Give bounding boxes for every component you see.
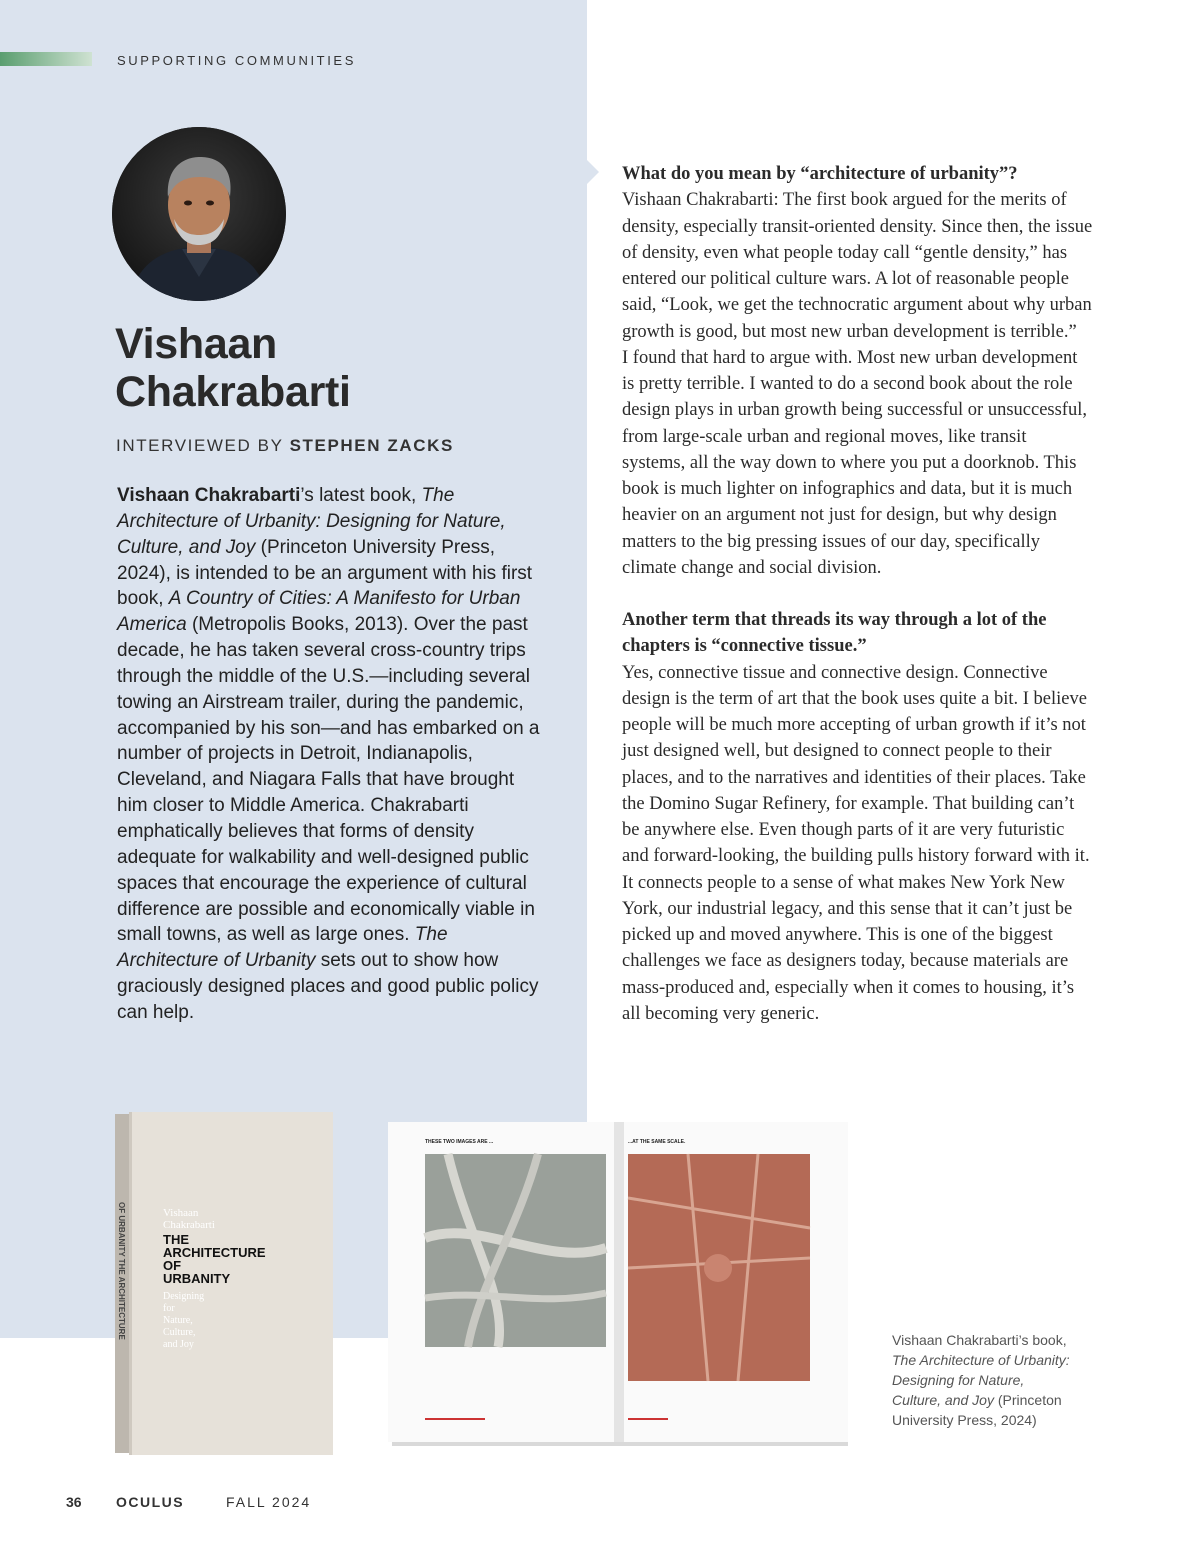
cover-subtitle-4: Culture, bbox=[163, 1327, 196, 1338]
caption-text-1: Vishaan Chakrabarti’s book, bbox=[892, 1332, 1067, 1348]
cover-title-4: URBANITY bbox=[163, 1271, 231, 1286]
cover-author-2: Chakrabarti bbox=[163, 1219, 215, 1231]
image-caption bbox=[892, 1330, 1072, 1430]
issue-date: FALL 2024 bbox=[226, 1494, 312, 1510]
byline-author: STEPHEN ZACKS bbox=[289, 436, 454, 455]
book-front bbox=[129, 1112, 333, 1455]
section-accent-bar bbox=[0, 52, 92, 66]
portrait-photo bbox=[112, 127, 286, 301]
intro-text-3: (Metropolis Books, 2013). Over the past decade, he has taken several cross-country trips through the middle of the U.S.—including several towing an Airstream trailer, during the pandemic, accompanied by his son—and has embarked on a number of projects in Detroit, Indianapolis, Cleveland, and Niagara Falls that have brought him closer to Middle America. Chakrabarti emphatically believes that forms of density adequate for walkability and well-designed public spaces that encourage the experience of cultural difference are possible and economically viable in small towns, as well as large ones. bbox=[117, 614, 540, 946]
question-1: What do you mean by “architecture of urbanity”? bbox=[622, 164, 1018, 184]
intro-first-book-title: A Country of Cities: A Manifesto for Urban America bbox=[117, 588, 521, 636]
intro-text-1: ’s latest book, bbox=[300, 485, 422, 506]
caption-book-title: The Architecture of Urbanity: Designing for Nature, Culture, and Joy bbox=[892, 1352, 1070, 1408]
answer-2: Yes, connective tissue and connective design. Connective design is the term of art that the book uses quite a bit. I believe people will be much more accepting of urban growth if it’s not just designed well, but designed to connect people to their places, and to the narratives and identities of their places. Take the Domino Sugar Refinery, for example. That building can’t be anywhere else. Even though parts of it are very futuristic and forward-looking, the building pulls history forward with it. It connects people to a sense of what makes New York New York, our industrial legacy, and this sense that it can’t just be picked up and moved anywhere. This is one of the biggest challenges we face as designers today, because materials are mass-produced and, especially when it comes to housing, it’s all becoming very generic. bbox=[622, 662, 1090, 1024]
book-cover-image bbox=[115, 1112, 333, 1455]
cover-subtitle-2: for bbox=[163, 1303, 175, 1314]
paragraph-gap bbox=[622, 581, 1094, 607]
question-2: Another term that threads its way through a lot of the chapters is “connective tissue.” bbox=[622, 610, 1047, 657]
left-page-heading: THESE TWO IMAGES ARE ... bbox=[425, 1139, 494, 1145]
intro-book-title-repeat: The Architecture of Urbanity bbox=[117, 924, 448, 972]
panel-notch bbox=[587, 160, 599, 184]
caption-text-2: (Princeton University Press, 2024) bbox=[892, 1392, 1062, 1428]
byline-prefix: INTERVIEWED BY bbox=[116, 436, 284, 455]
spine-title: OF URBANITY THE ARCHITECTURE bbox=[117, 1202, 126, 1340]
cover-title-2: ARCHITECTURE bbox=[163, 1245, 266, 1260]
cover-title-1: THE bbox=[163, 1232, 189, 1247]
cover-title-3: OF bbox=[163, 1258, 182, 1273]
cover-author-1: Vishaan bbox=[163, 1207, 199, 1219]
right-page-heading: ...AT THE SAME SCALE. bbox=[628, 1139, 686, 1145]
name-line-1: Vishaan bbox=[115, 320, 278, 368]
byline bbox=[116, 436, 454, 456]
intro-text-2: (Princeton University Press, 2024), is intended to be an argument with his first book, bbox=[117, 536, 533, 610]
cover-subtitle-3: Nature, bbox=[163, 1315, 193, 1326]
section-label: SUPPORTING COMMUNITIES bbox=[117, 53, 356, 68]
magazine-name: OCULUS bbox=[116, 1494, 185, 1510]
interviewee-name bbox=[115, 320, 351, 416]
cover-subtitle-1: Designing bbox=[163, 1291, 205, 1302]
interview-column bbox=[622, 161, 1094, 1027]
answer-1-continued: I found that hard to argue with. Most new urban development is pretty terrible. I wanted to do a second book about the role design plays in urban growth being successful or unsuccessful, from large-scale urban and regional moves, like transit systems, all the way down to where you put a doorknob. This book is much lighter on infographics and data, but it is much heavier on an argument not just for design, but why design matters to the big pressing issues of our day, specifically climate change and social division. bbox=[622, 347, 1087, 578]
intro-text-4: sets out to show how graciously designed places and good public policy can help. bbox=[117, 950, 539, 1023]
intro-bold-name: Vishaan Chakrabarti bbox=[117, 485, 301, 506]
intro-book-title: The Architecture of Urbanity: Designing for Nature, Culture, and Joy bbox=[117, 485, 506, 558]
portrait-illustration bbox=[112, 127, 286, 301]
page-number: 36 bbox=[66, 1494, 82, 1510]
intro-paragraph bbox=[117, 483, 549, 1026]
cover-subtitle-5: and Joy bbox=[163, 1339, 194, 1350]
name-line-2: Chakrabarti bbox=[115, 368, 351, 416]
open-book-image bbox=[388, 1118, 850, 1448]
answer-1: Vishaan Chakrabarti: The first book argued for the merits of density, especially transit-oriented density. Since then, the issue of density, even what people today call “gentle density,” has entered our political culture wars. A lot of reasonable people said, “Look, we get the technocratic argument about why urban growth is good, but most new urban development is terrible.” bbox=[622, 190, 1093, 342]
